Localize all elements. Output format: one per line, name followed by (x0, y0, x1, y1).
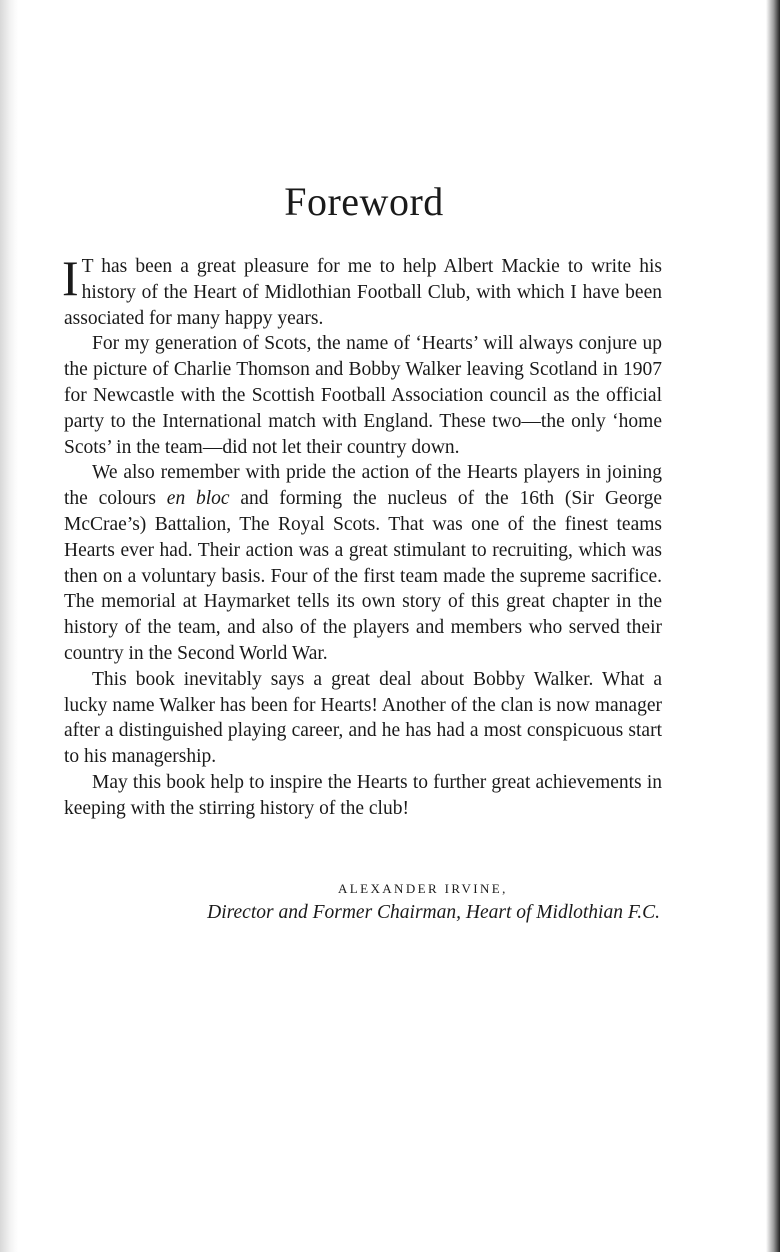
paragraph-war-italic: en bloc (166, 488, 230, 510)
book-page (64, 0, 664, 1252)
page-gutter-shadow (0, 0, 18, 1252)
foreword-body (62, 250, 662, 822)
paragraph-war-text-before: We also remember with pride the action of the Hearts players in joining the colours (64, 462, 662, 510)
paragraph-walker: This book inevitably says a great deal about Bobby Walker. What a lucky name Walker has been for Hearts! Another of the clan is now manager after a distinguished playing career, and he has had a most conspicuous start to his managership. (64, 668, 662, 768)
paragraph-generation: For my generation of Scots, the name of ‘Hearts’ will always conjure up the picture of Charlie Thomson and Bobby Walker leaving Scotland in 1907 for Newcastle with the Scottish Football Association council as the official party to the International match with England. These two—the only ‘home Scots’ in the team—did not let their country down. (64, 333, 662, 458)
page-edge (766, 0, 780, 1252)
paragraph-intro (62, 250, 662, 331)
paragraph-war (64, 460, 662, 666)
paragraph-intro-text: T has been a great pleasure for me to help Albert Mackie to write his history of the Heart of Midlothian Football Club, with which I have been associated for many happy years. (64, 256, 662, 329)
signature-title: Director and Former Chairman, Heart of Midlothian F.C. (207, 902, 660, 923)
signature-block (64, 878, 660, 926)
signature-name: ALEXANDER IRVINE, (338, 881, 508, 896)
paragraph-closing: May this book help to inspire the Hearts to further great achievements in keeping with the stirring history of the club! (64, 771, 662, 819)
paragraph-war-text-after: and forming the nucleus of the 16th (Sir George McCrae’s) Battalion, The Royal Scots. That was one of the finest teams Hearts ever had. Their action was a great stimulant to recruiting, which was then on a voluntary basis. Four of the first team made the supreme sacrifice. The memorial at Haymarket tells its own story of this great chapter in the history of the team, and also of the players and members who served their country in the Second World War. (64, 488, 662, 664)
drop-cap: I (62, 250, 79, 306)
page-title: Foreword (284, 179, 444, 224)
